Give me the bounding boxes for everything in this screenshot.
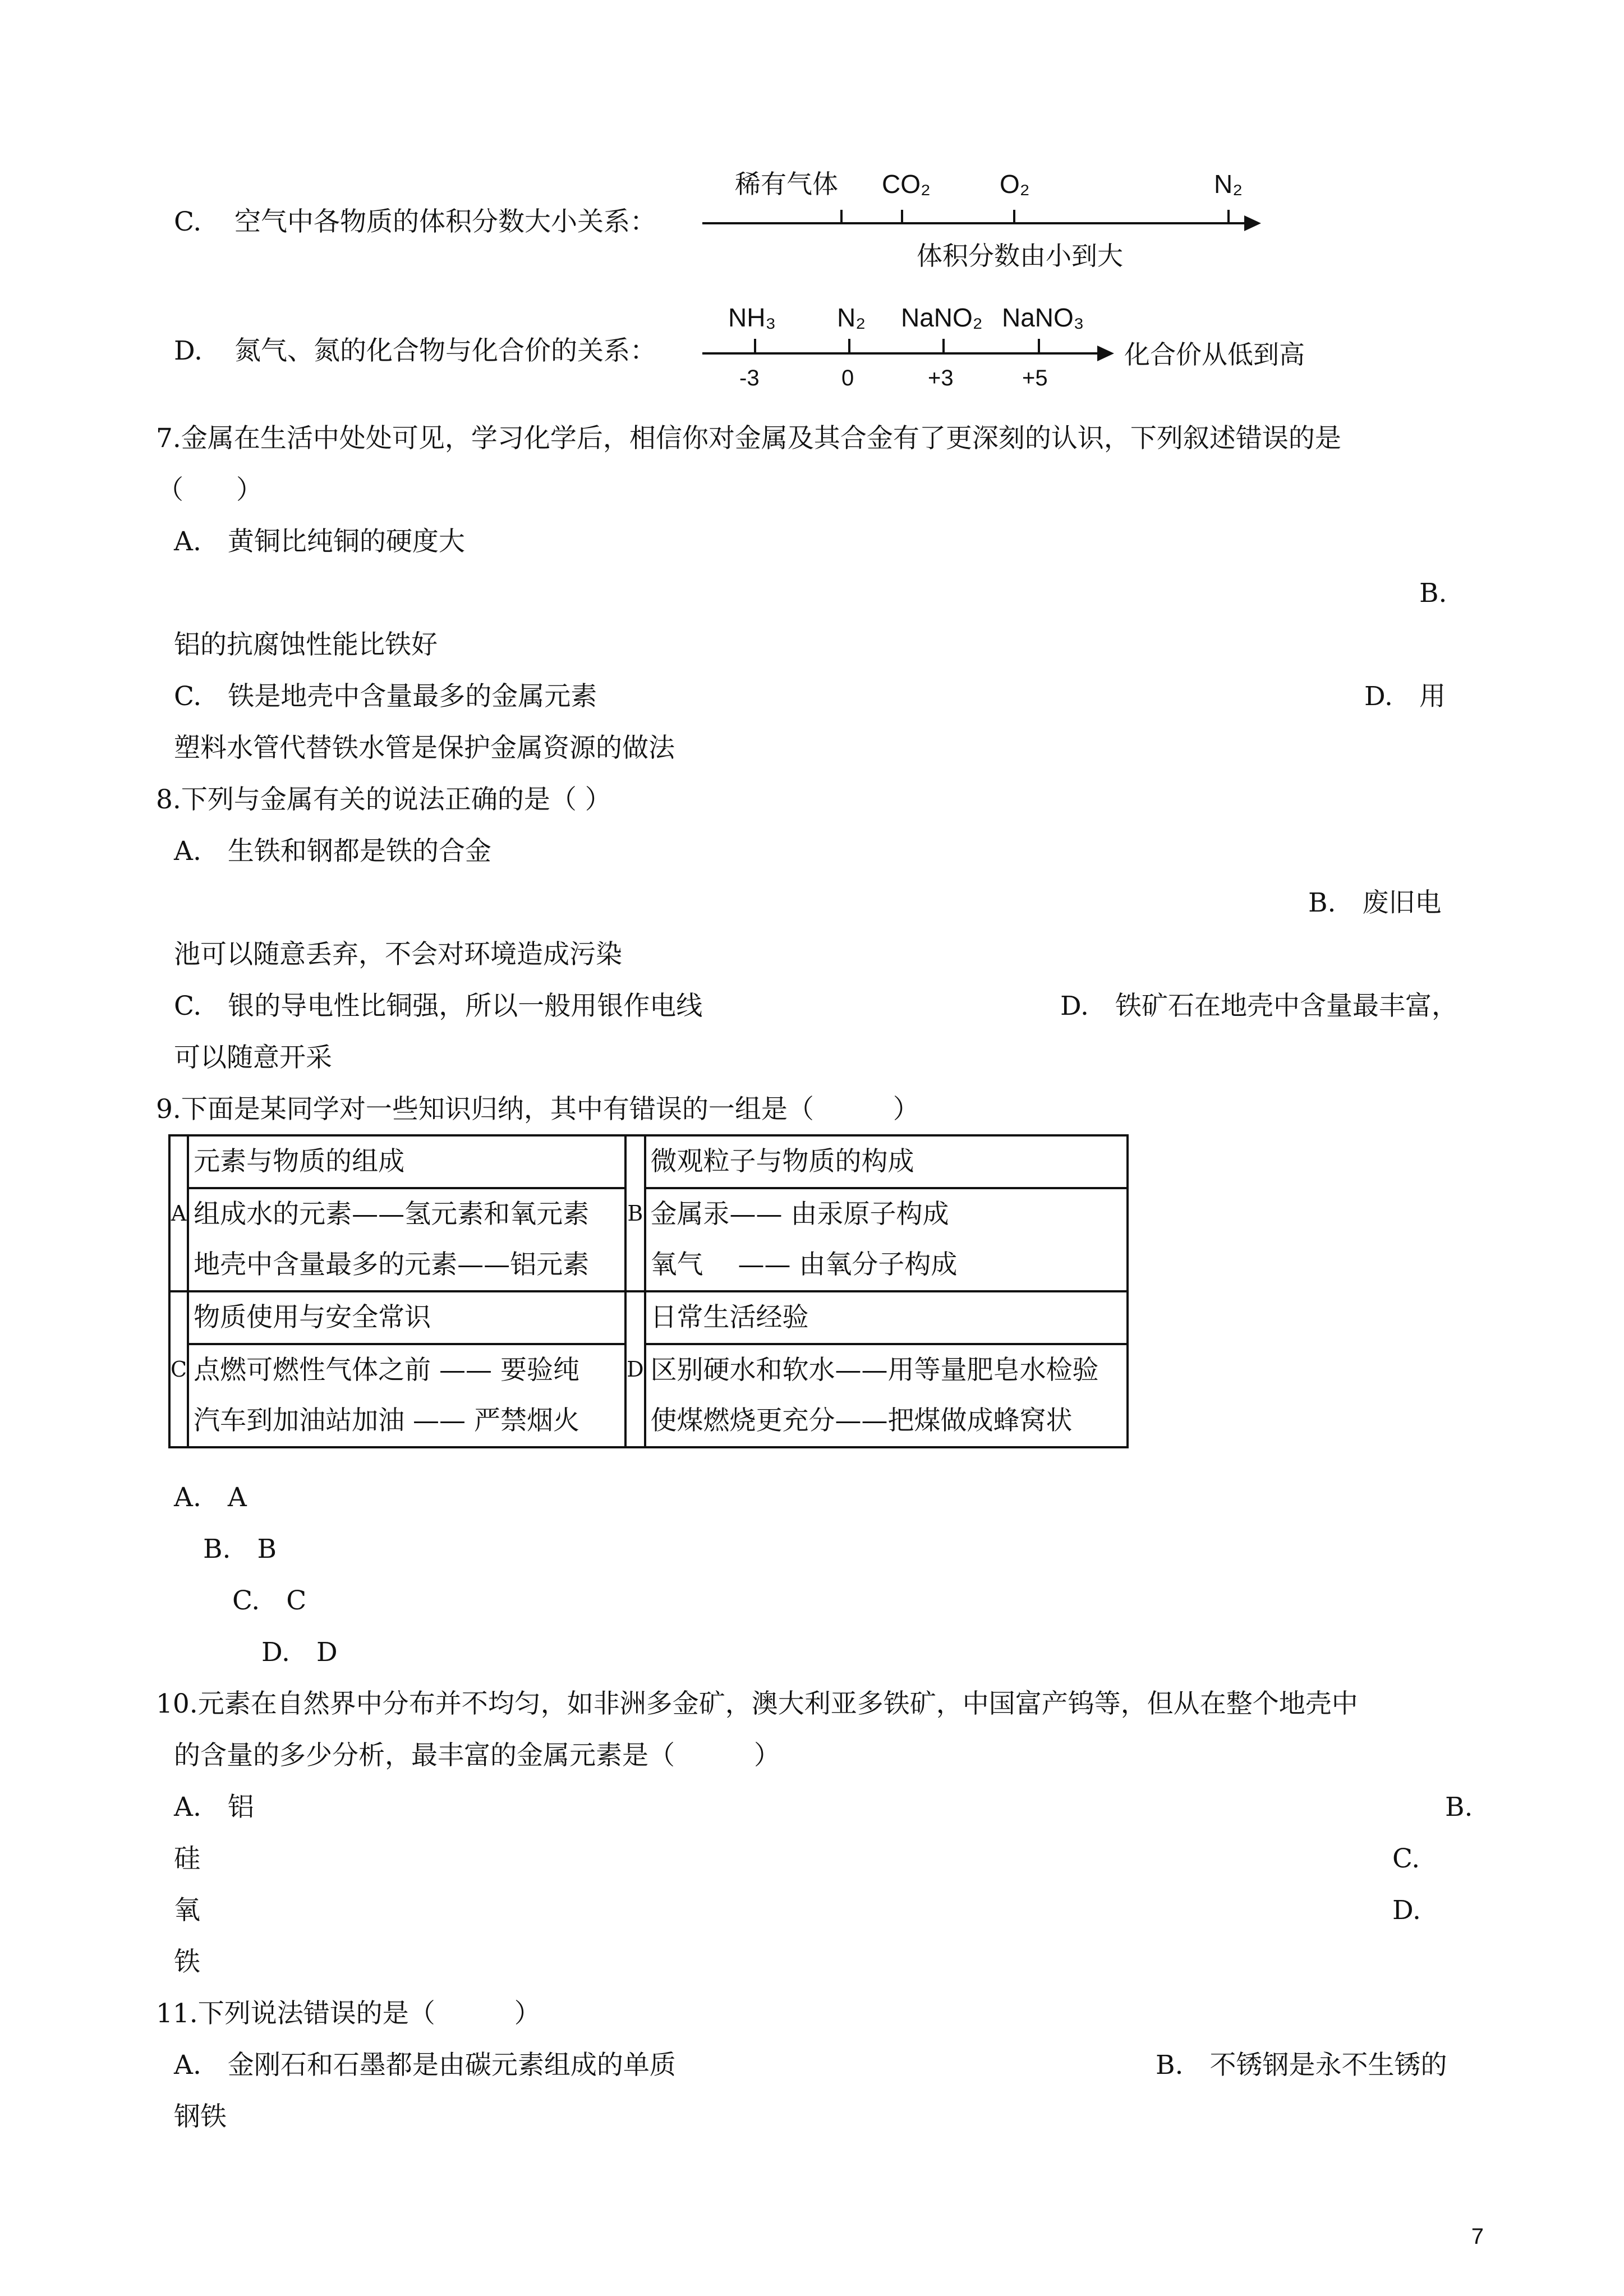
q6-d-value: -3 (739, 366, 760, 390)
q9-knowledge-table (168, 1134, 1129, 1448)
q10-option-a: A. 铝 (174, 1792, 254, 1823)
q9-cell-b-content (645, 1188, 1128, 1291)
q6-d-axis (702, 352, 1099, 355)
page-number: 7 (1471, 2224, 1484, 2249)
q9-option-a: A. A (174, 1482, 247, 1513)
q8-option-b-text: 池可以随意丢弃，不会对环境造成污染 (174, 939, 622, 970)
q6-d-text: 氮气、氮的化合物与化合价的关系： (234, 335, 656, 366)
q6-c-item: 稀有气体 (735, 169, 838, 199)
q8-option-d-label: D. 铁矿石在地壳中含量最丰富， (1060, 991, 1458, 1022)
q9-row-b-mark: B (625, 1135, 645, 1291)
q8-option-d-text: 可以随意开采 (174, 1042, 332, 1073)
arrow-icon (1244, 215, 1261, 231)
q11-option-b-label: B. 不锈钢是永不生锈的 (1156, 2050, 1447, 2081)
q9-cell-b-line2: 氧气 —— 由氧分子构成 (650, 1249, 958, 1280)
q10-option-b-text: 硅 (174, 1843, 200, 1874)
q6-c-tick (1227, 210, 1230, 223)
q6-d-value: 0 (841, 366, 854, 390)
arrow-icon (1097, 346, 1114, 361)
q7-stem-line2: （ ） (157, 475, 263, 505)
q6-c-tick (901, 210, 903, 223)
q7-stem-line1: 7.金属在生活中处处可见，学习化学后，相信你对金属及其合金有了更深刻的认识，下列叙述错误的是 (156, 423, 1341, 454)
q9-stem: 9.下面是某同学对一些知识归纳，其中有错误的一组是（ ） (156, 1094, 919, 1125)
q6-d-value: +3 (928, 366, 954, 390)
q8-option-b-label: B. 废旧电 (1308, 887, 1442, 918)
q9-cell-d-title: 日常生活经验 (645, 1291, 1128, 1344)
q8-option-a: A. 生铁和钢都是铁的合金 (174, 836, 491, 867)
q10-option-c-label: C. (1392, 1843, 1420, 1874)
q6-d-item: NaNO₃ (1002, 303, 1084, 332)
q6-d-item: NaNO₂ (901, 303, 983, 332)
q9-cell-d-line2: 使煤燃烧更充分——把煤做成蜂窝状 (650, 1405, 1073, 1436)
q6-c-axis (702, 222, 1246, 224)
q9-cell-b-title: 微观粒子与物质的构成 (645, 1135, 1128, 1188)
q9-option-d: D. D (261, 1637, 338, 1668)
q6-c-tick (1013, 210, 1015, 223)
q9-cell-a-line1: 组成水的元素——氢元素和氧元素 (194, 1199, 590, 1230)
q9-cell-b-line1: 金属汞—— 由汞原子构成 (650, 1199, 949, 1230)
q7-option-b-label: B. (1419, 578, 1447, 609)
q6-d-value: +5 (1022, 366, 1048, 390)
q6-d-item: NH₃ (728, 303, 776, 332)
q9-cell-a-content (188, 1188, 625, 1291)
q6-d-item: N₂ (837, 303, 866, 332)
q9-cell-d-content (645, 1344, 1128, 1447)
q9-cell-a-title: 元素与物质的组成 (188, 1135, 625, 1188)
q6-c-label: C. (174, 206, 202, 237)
q8-stem: 8.下列与金属有关的说法正确的是（ ） (156, 784, 611, 815)
q6-d-label: D. (174, 335, 203, 366)
q11-option-a: A. 金刚石和石墨都是由碳元素组成的单质 (174, 2050, 676, 2081)
q6-d-caption: 化合价从低到高 (1124, 340, 1305, 369)
q9-cell-c-line2: 汽车到加油站加油 —— 严禁烟火 (194, 1405, 579, 1436)
q9-row-c-mark: C (169, 1291, 188, 1447)
q7-option-d-text: 塑料水管代替铁水管是保护金属资源的做法 (174, 733, 675, 763)
q7-option-d-label: D. 用 (1364, 681, 1446, 712)
q9-option-b: B. B (203, 1534, 277, 1565)
q6-d-tick (754, 339, 756, 352)
q7-option-a: A. 黄铜比纯铜的硬度大 (174, 526, 465, 557)
q9-cell-a-line2: 地壳中含量最多的元素——铝元素 (194, 1249, 590, 1280)
q7-option-c: C. 铁是地壳中含量最多的金属元素 (174, 681, 597, 712)
q9-row-d-mark: D (625, 1291, 645, 1447)
q10-option-d-label: D. (1392, 1895, 1421, 1926)
q7-option-b-text: 铝的抗腐蚀性能比铁好 (174, 629, 438, 660)
q10-option-d-text: 铁 (174, 1947, 200, 1977)
q10-option-b-label: B. (1445, 1792, 1473, 1823)
q11-stem: 11.下列说法错误的是（ ） (156, 1998, 541, 2029)
q6-c-item: O₂ (1000, 169, 1030, 199)
q6-d-tick (942, 339, 945, 352)
q9-option-c: C. C (232, 1585, 307, 1616)
q9-cell-d-line1: 区别硬水和软水——用等量肥皂水检验 (650, 1355, 1099, 1386)
q6-d-tick (1038, 339, 1040, 352)
q6-c-item: N₂ (1214, 169, 1243, 199)
q6-c-text: 空气中各物质的体积分数大小关系： (234, 206, 656, 237)
q6-c-caption: 体积分数由小到大 (917, 241, 1123, 270)
q9-cell-c-content (188, 1344, 625, 1447)
q6-c-tick (840, 210, 843, 223)
q6-d-tick (848, 339, 850, 352)
q10-stem-line2: 的含量的多少分析，最丰富的金属元素是（ ） (174, 1740, 780, 1771)
q6-c-item: CO₂ (882, 169, 931, 199)
q9-cell-c-title: 物质使用与安全常识 (188, 1291, 625, 1344)
q9-cell-c-line1: 点燃可燃性气体之前 —— 要验纯 (194, 1355, 579, 1386)
q8-option-c: C. 银的导电性比铜强，所以一般用银作电线 (174, 991, 703, 1022)
q11-option-b-text: 钢铁 (174, 2101, 227, 2132)
q9-row-a-mark: A (169, 1135, 188, 1291)
q10-stem-line1: 10.元素在自然界中分布并不均匀，如非洲多金矿，澳大利亚多铁矿，中国富产钨等，但从在整个地壳中 (156, 1688, 1358, 1719)
q10-option-c-text: 氧 (174, 1895, 200, 1926)
